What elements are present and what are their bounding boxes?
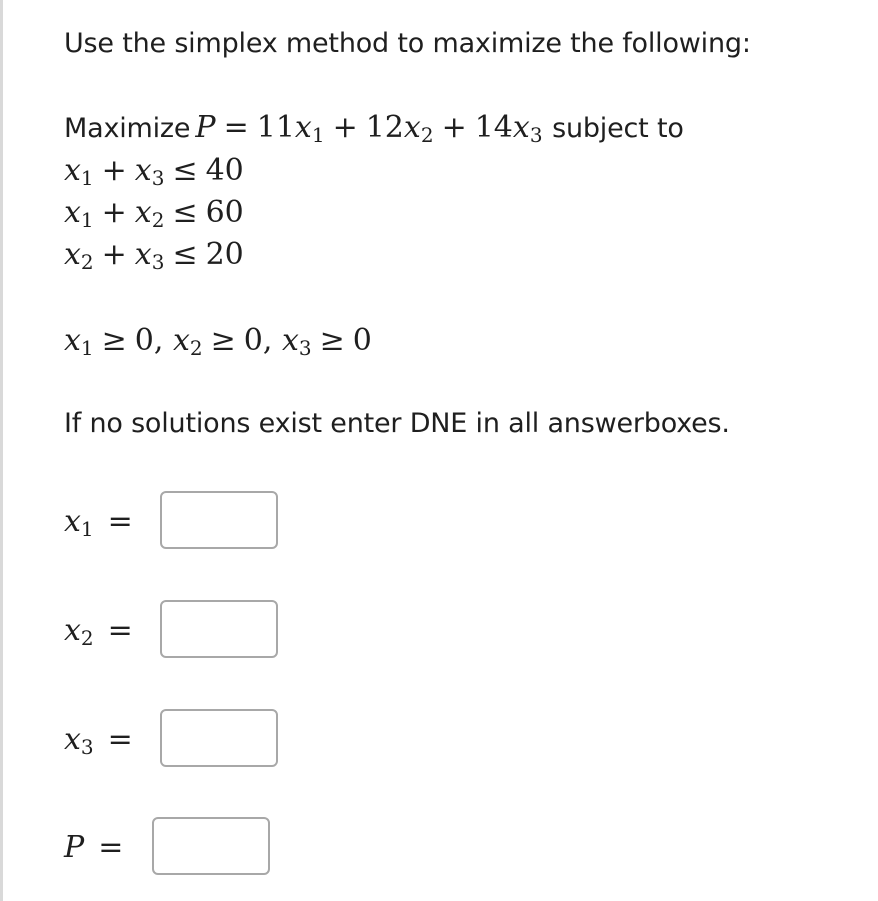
- x2-answer-input[interactable]: [160, 600, 278, 658]
- answer-label-p: P =: [64, 829, 124, 865]
- answer-row-x3: [64, 708, 133, 770]
- objective-prefix: Maximize: [64, 113, 191, 144]
- answer-label-x2: $x_2$ =: [64, 612, 133, 650]
- p-answer-input[interactable]: [152, 817, 270, 875]
- x3-answer-input[interactable]: [160, 709, 278, 767]
- left-border: [0, 0, 3, 901]
- objective-line: [64, 110, 684, 145]
- answer-label-x1: $x_1$ =: [64, 503, 133, 541]
- answer-row-x2: [64, 599, 133, 661]
- answer-label-x3: $x_3$ =: [64, 721, 133, 759]
- objective-expression: $P = 11x_1 + 12x_2 + 14x_3$: [195, 110, 543, 147]
- nonnegativity-constraints: $x_1 \ge 0$, $x_2 \ge 0$, $x_3 \ge 0$: [64, 323, 372, 360]
- x1-answer-input[interactable]: [160, 491, 278, 549]
- constraint-2: $x_1 + x_2 \le 60$: [64, 195, 244, 232]
- answer-row-x1: [64, 490, 133, 552]
- instruction-text: Use the simplex method to maximize the following:: [64, 28, 751, 59]
- answer-row-p: [64, 816, 123, 878]
- objective-suffix: subject to: [552, 113, 684, 144]
- constraint-3: $x_2 + x_3 \le 20$: [64, 237, 244, 274]
- constraint-1: $x_1 + x_3 \le 40$: [64, 153, 244, 190]
- dne-note: If no solutions exist enter DNE in all answerboxes.: [64, 408, 730, 439]
